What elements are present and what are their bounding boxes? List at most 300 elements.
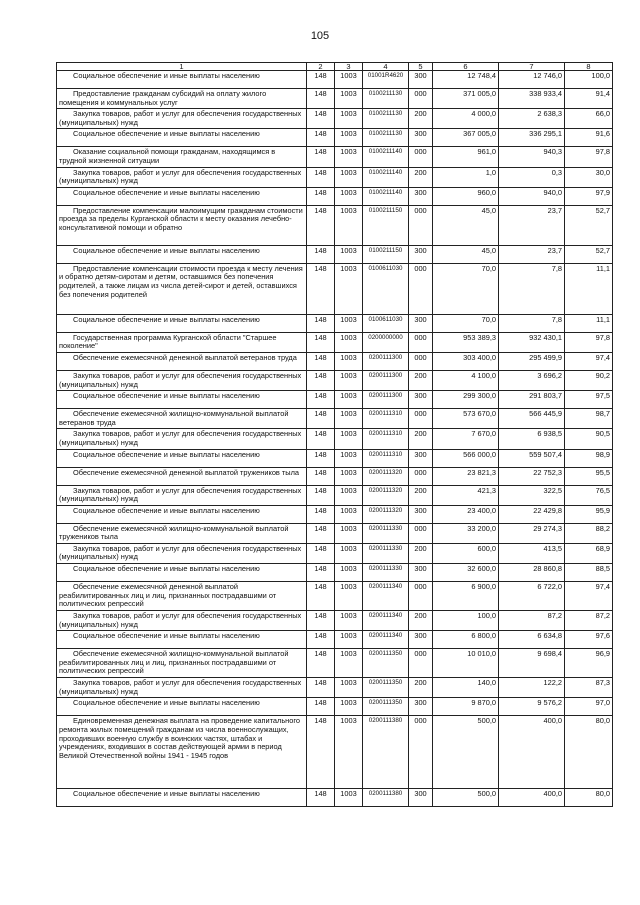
row-description-text: Закупка товаров, работ и услуг для обеспечения государственных (муниципальных) нужд xyxy=(59,167,302,186)
row-code-section: 1003 xyxy=(335,332,363,352)
row-actual-value: 28 860,8 xyxy=(499,564,565,582)
row-code-ministry: 148 xyxy=(307,678,335,698)
row-actual-value: 23,7 xyxy=(499,205,565,245)
row-code-target: 0200111350 xyxy=(363,698,409,716)
row-percent: 87,2 xyxy=(565,611,613,631)
row-description-text: Социальное обеспечение и иные выплаты населению xyxy=(73,314,260,324)
row-code-ministry: 148 xyxy=(307,649,335,678)
row-code-ministry: 148 xyxy=(307,263,335,314)
row-percent: 87,3 xyxy=(565,678,613,698)
row-actual-value: 12 746,0 xyxy=(499,71,565,89)
column-header: 2 xyxy=(307,63,335,71)
row-percent: 52,7 xyxy=(565,245,613,263)
row-code-type: 300 xyxy=(409,564,433,582)
row-code-target: 0200111350 xyxy=(363,649,409,678)
budget-table xyxy=(56,62,613,807)
row-plan-value: 421,3 xyxy=(433,485,499,505)
row-code-ministry: 148 xyxy=(307,109,335,129)
row-code-type: 000 xyxy=(409,89,433,109)
row-code-target: 0100611030 xyxy=(363,263,409,314)
row-code-section: 1003 xyxy=(335,391,363,409)
row-description-text: Социальное обеспечение и иные выплаты населению xyxy=(73,789,260,799)
row-description xyxy=(57,543,307,563)
row-code-type: 200 xyxy=(409,167,433,187)
row-code-type: 300 xyxy=(409,314,433,332)
row-actual-value: 932 430,1 xyxy=(499,332,565,352)
row-percent: 90,2 xyxy=(565,370,613,390)
row-description xyxy=(57,147,307,167)
row-code-target: 0200111310 xyxy=(363,429,409,449)
row-code-section: 1003 xyxy=(335,467,363,485)
row-percent: 97,6 xyxy=(565,631,613,649)
row-plan-value: 45,0 xyxy=(433,245,499,263)
row-code-section: 1003 xyxy=(335,352,363,370)
row-code-section: 1003 xyxy=(335,582,363,611)
row-code-type: 000 xyxy=(409,332,433,352)
column-header: 3 xyxy=(335,63,363,71)
row-code-section: 1003 xyxy=(335,109,363,129)
row-percent: 98,9 xyxy=(565,449,613,467)
row-code-ministry: 148 xyxy=(307,332,335,352)
row-description xyxy=(57,205,307,245)
row-code-target: 0100211130 xyxy=(363,89,409,109)
row-code-section: 1003 xyxy=(335,485,363,505)
row-description-text: Обеспечение ежемесячной жилищно-коммунальной выплатой ветеранов труда xyxy=(59,409,289,427)
row-description-text: Социальное обеспечение и иные выплаты населению xyxy=(73,449,260,459)
row-code-section: 1003 xyxy=(335,187,363,205)
table-row xyxy=(57,449,613,467)
row-code-type: 200 xyxy=(409,611,433,631)
row-actual-value: 940,0 xyxy=(499,187,565,205)
row-code-target: 0200111300 xyxy=(363,370,409,390)
row-percent: 11,1 xyxy=(565,263,613,314)
table-row xyxy=(57,187,613,205)
row-percent: 97,8 xyxy=(565,332,613,352)
row-code-target: 0100211140 xyxy=(363,147,409,167)
row-description-text: Обеспечение ежемесячной денежной выплатой тружеников тыла xyxy=(73,467,300,477)
row-percent: 95,5 xyxy=(565,467,613,485)
table-row xyxy=(57,611,613,631)
row-code-section: 1003 xyxy=(335,564,363,582)
row-code-ministry: 148 xyxy=(307,245,335,263)
row-description-text: Обеспечение ежемесячной жилищно-коммунальной выплатой тружеников тыла xyxy=(59,523,289,542)
row-description-text: Обеспечение ежемесячной денежной выплатой реабилитированных лиц и лиц, признанных пострадавшими от политических репрессий xyxy=(59,582,277,609)
row-percent: 30,0 xyxy=(565,167,613,187)
row-percent: 91,6 xyxy=(565,129,613,147)
row-percent: 91,4 xyxy=(565,89,613,109)
row-percent: 88,2 xyxy=(565,523,613,543)
row-code-type: 000 xyxy=(409,649,433,678)
row-actual-value: 295 499,9 xyxy=(499,352,565,370)
row-description-text: Оказание социальной помощи гражданам, находящимся в трудной жизненной ситуации xyxy=(59,147,276,165)
row-description-text: Закупка товаров, работ и услуг для обеспечения государственных (муниципальных) нужд xyxy=(59,611,302,629)
row-actual-value: 22 752,3 xyxy=(499,467,565,485)
row-actual-value: 6 634,8 xyxy=(499,631,565,649)
row-code-target: 0200111320 xyxy=(363,505,409,523)
row-plan-value: 33 200,0 xyxy=(433,523,499,543)
row-description xyxy=(57,611,307,631)
row-actual-value: 87,2 xyxy=(499,611,565,631)
row-description xyxy=(57,352,307,370)
row-description-text: Закупка товаров, работ и услуг для обеспечения государственных (муниципальных) нужд xyxy=(59,543,302,562)
row-actual-value: 3 696,2 xyxy=(499,370,565,390)
row-percent: 52,7 xyxy=(565,205,613,245)
row-code-target: 0100211140 xyxy=(363,167,409,187)
row-percent: 97,4 xyxy=(565,352,613,370)
row-percent: 90,5 xyxy=(565,429,613,449)
row-code-target: 0200111340 xyxy=(363,611,409,631)
row-description-text: Социальное обеспечение и иные выплаты населению xyxy=(73,391,260,401)
table-row xyxy=(57,543,613,563)
row-actual-value: 7,8 xyxy=(499,314,565,332)
row-description-text: Социальное обеспечение и иные выплаты населению xyxy=(73,71,260,80)
row-plan-value: 10 010,0 xyxy=(433,649,499,678)
row-code-section: 1003 xyxy=(335,429,363,449)
row-percent: 97,9 xyxy=(565,187,613,205)
row-description xyxy=(57,582,307,611)
row-code-section: 1003 xyxy=(335,631,363,649)
row-plan-value: 70,0 xyxy=(433,263,499,314)
table-row xyxy=(57,523,613,543)
row-plan-value: 1,0 xyxy=(433,167,499,187)
row-code-ministry: 148 xyxy=(307,485,335,505)
row-description-text: Предоставление гражданам субсидий на оплату жилого помещения и коммунальных услуг xyxy=(59,89,267,107)
row-code-type: 200 xyxy=(409,109,433,129)
row-code-section: 1003 xyxy=(335,314,363,332)
row-description xyxy=(57,263,307,314)
row-actual-value: 2 638,3 xyxy=(499,109,565,129)
row-percent: 97,8 xyxy=(565,147,613,167)
row-code-section: 1003 xyxy=(335,523,363,543)
row-code-section: 1003 xyxy=(335,205,363,245)
row-description xyxy=(57,523,307,543)
row-code-target: 0200111300 xyxy=(363,352,409,370)
row-code-type: 300 xyxy=(409,449,433,467)
row-code-ministry: 148 xyxy=(307,467,335,485)
row-code-type: 300 xyxy=(409,391,433,409)
row-code-ministry: 148 xyxy=(307,716,335,789)
row-code-type: 000 xyxy=(409,582,433,611)
row-code-target: 0200111310 xyxy=(363,409,409,429)
row-code-ministry: 148 xyxy=(307,449,335,467)
row-actual-value: 122,2 xyxy=(499,678,565,698)
row-actual-value: 7,8 xyxy=(499,263,565,314)
row-description xyxy=(57,391,307,409)
row-plan-value: 961,0 xyxy=(433,147,499,167)
table-row xyxy=(57,649,613,678)
row-code-section: 1003 xyxy=(335,678,363,698)
table-row xyxy=(57,564,613,582)
row-code-target: 0200111320 xyxy=(363,485,409,505)
row-code-type: 000 xyxy=(409,467,433,485)
row-plan-value: 6 800,0 xyxy=(433,631,499,649)
row-code-ministry: 148 xyxy=(307,543,335,563)
row-description xyxy=(57,505,307,523)
table-row xyxy=(57,332,613,352)
table-row xyxy=(57,370,613,390)
table-row xyxy=(57,263,613,314)
row-plan-value: 32 600,0 xyxy=(433,564,499,582)
row-description xyxy=(57,71,307,89)
row-actual-value: 6 722,0 xyxy=(499,582,565,611)
row-actual-value: 400,0 xyxy=(499,716,565,789)
row-code-ministry: 148 xyxy=(307,187,335,205)
row-code-target: 0200111380 xyxy=(363,789,409,807)
row-plan-value: 600,0 xyxy=(433,543,499,563)
row-plan-value: 23 400,0 xyxy=(433,505,499,523)
table-row xyxy=(57,631,613,649)
row-code-section: 1003 xyxy=(335,409,363,429)
row-plan-value: 566 000,0 xyxy=(433,449,499,467)
row-description-text: Социальное обеспечение и иные выплаты населению xyxy=(73,245,260,255)
row-plan-value: 500,0 xyxy=(433,789,499,807)
row-actual-value: 0,3 xyxy=(499,167,565,187)
row-description xyxy=(57,409,307,429)
table-row xyxy=(57,352,613,370)
row-percent: 80,0 xyxy=(565,716,613,789)
table-row xyxy=(57,314,613,332)
table-row xyxy=(57,698,613,716)
row-code-section: 1003 xyxy=(335,129,363,147)
row-description xyxy=(57,698,307,716)
row-code-ministry: 148 xyxy=(307,391,335,409)
row-description xyxy=(57,245,307,263)
row-code-target: 0100211150 xyxy=(363,205,409,245)
row-description xyxy=(57,314,307,332)
table-row xyxy=(57,129,613,147)
row-percent: 11,1 xyxy=(565,314,613,332)
row-actual-value: 291 803,7 xyxy=(499,391,565,409)
row-actual-value: 6 938,5 xyxy=(499,429,565,449)
row-plan-value: 299 300,0 xyxy=(433,391,499,409)
row-code-ministry: 148 xyxy=(307,314,335,332)
row-percent: 88,5 xyxy=(565,564,613,582)
row-description xyxy=(57,631,307,649)
table-row xyxy=(57,582,613,611)
row-actual-value: 338 933,4 xyxy=(499,89,565,109)
row-code-type: 300 xyxy=(409,789,433,807)
table-row xyxy=(57,485,613,505)
table-row xyxy=(57,147,613,167)
row-actual-value: 29 274,3 xyxy=(499,523,565,543)
row-code-ministry: 148 xyxy=(307,147,335,167)
row-code-section: 1003 xyxy=(335,505,363,523)
row-plan-value: 100,0 xyxy=(433,611,499,631)
row-plan-value: 303 400,0 xyxy=(433,352,499,370)
row-plan-value: 960,0 xyxy=(433,187,499,205)
row-code-ministry: 148 xyxy=(307,409,335,429)
row-code-target: 0100211130 xyxy=(363,129,409,147)
row-code-target: 01001R4620 xyxy=(363,71,409,89)
column-header: 1 xyxy=(57,63,307,71)
row-code-type: 000 xyxy=(409,716,433,789)
column-header: 4 xyxy=(363,63,409,71)
row-description-text: Социальное обеспечение и иные выплаты населению xyxy=(73,505,260,515)
row-plan-value: 371 005,0 xyxy=(433,89,499,109)
table-row xyxy=(57,89,613,109)
row-description-text: Закупка товаров, работ и услуг для обеспечения государственных (муниципальных) нужд xyxy=(59,370,302,389)
row-description xyxy=(57,187,307,205)
row-code-type: 300 xyxy=(409,631,433,649)
table-row xyxy=(57,245,613,263)
row-actual-value: 413,5 xyxy=(499,543,565,563)
row-code-ministry: 148 xyxy=(307,352,335,370)
row-description-text: Закупка товаров, работ и услуг для обеспечения государственных (муниципальных) нужд xyxy=(59,485,302,504)
row-code-target: 0200111340 xyxy=(363,582,409,611)
row-plan-value: 953 389,3 xyxy=(433,332,499,352)
table-row xyxy=(57,167,613,187)
row-actual-value: 322,5 xyxy=(499,485,565,505)
row-description-text: Социальное обеспечение и иные выплаты населению xyxy=(73,698,260,708)
row-description xyxy=(57,789,307,807)
row-description xyxy=(57,429,307,449)
row-code-target: 0200111350 xyxy=(363,678,409,698)
row-code-target: 0200111330 xyxy=(363,543,409,563)
row-plan-value: 45,0 xyxy=(433,205,499,245)
row-description xyxy=(57,678,307,698)
row-code-type: 200 xyxy=(409,429,433,449)
table-header-row xyxy=(57,63,613,71)
row-plan-value: 7 670,0 xyxy=(433,429,499,449)
row-code-type: 300 xyxy=(409,187,433,205)
row-code-type: 300 xyxy=(409,129,433,147)
row-actual-value: 23,7 xyxy=(499,245,565,263)
row-code-ministry: 148 xyxy=(307,71,335,89)
row-code-ministry: 148 xyxy=(307,89,335,109)
row-code-type: 000 xyxy=(409,147,433,167)
row-plan-value: 6 900,0 xyxy=(433,582,499,611)
table-row xyxy=(57,678,613,698)
row-code-section: 1003 xyxy=(335,716,363,789)
row-description-text: Социальное обеспечение и иные выплаты населению xyxy=(73,564,260,574)
row-code-type: 000 xyxy=(409,352,433,370)
row-code-target: 0200111300 xyxy=(363,391,409,409)
row-description-text: Предоставление компенсации стоимости проезда к месту лечения и обратно детям-сиротам и детям, оставшимся без попечения родителей, а также лицам из числа детей-сирот и детей, оставшихся без попечения родителей xyxy=(59,263,303,299)
row-code-ministry: 148 xyxy=(307,205,335,245)
row-code-target: 0100611030 xyxy=(363,314,409,332)
row-code-target: 0200111310 xyxy=(363,449,409,467)
row-description-text: Единовременная денежная выплата на проведение капитального ремонта жилых помещений гражданам из числа военнослужащих, проходивших военную службу в воинских частях, штабах и учреждениях, входивших в состав действующей армии в период Великой Отечественной войны 1941 - 1945 годов xyxy=(59,716,301,760)
row-actual-value: 559 507,4 xyxy=(499,449,565,467)
row-description-text: Социальное обеспечение и иные выплаты населению xyxy=(73,187,260,197)
row-plan-value: 4 100,0 xyxy=(433,370,499,390)
row-description xyxy=(57,89,307,109)
row-actual-value: 566 445,9 xyxy=(499,409,565,429)
row-code-section: 1003 xyxy=(335,263,363,314)
table-row xyxy=(57,429,613,449)
row-plan-value: 367 005,0 xyxy=(433,129,499,147)
row-code-ministry: 148 xyxy=(307,698,335,716)
column-header: 6 xyxy=(433,63,499,71)
row-percent: 97,4 xyxy=(565,582,613,611)
row-description xyxy=(57,449,307,467)
row-description xyxy=(57,467,307,485)
row-code-target: 0200111340 xyxy=(363,631,409,649)
row-description-text: Обеспечение ежемесячной жилищно-коммунальной выплатой реабилитированных лиц и лиц, признанных пострадавшими от политических репрессий xyxy=(59,649,289,676)
row-code-section: 1003 xyxy=(335,167,363,187)
row-plan-value: 70,0 xyxy=(433,314,499,332)
row-code-section: 1003 xyxy=(335,543,363,563)
row-description xyxy=(57,485,307,505)
row-code-ministry: 148 xyxy=(307,523,335,543)
row-code-ministry: 148 xyxy=(307,564,335,582)
row-description xyxy=(57,649,307,678)
row-percent: 96,9 xyxy=(565,649,613,678)
column-header: 8 xyxy=(565,63,613,71)
row-code-ministry: 148 xyxy=(307,611,335,631)
table-row xyxy=(57,716,613,789)
row-plan-value: 140,0 xyxy=(433,678,499,698)
row-plan-value: 9 870,0 xyxy=(433,698,499,716)
row-description-text: Государственная программа Курганской области "Старшее поколение" xyxy=(59,332,277,351)
row-code-target: 0100211130 xyxy=(363,109,409,129)
table-row xyxy=(57,71,613,89)
row-code-ministry: 148 xyxy=(307,167,335,187)
row-code-ministry: 148 xyxy=(307,370,335,390)
row-code-ministry: 148 xyxy=(307,582,335,611)
row-code-type: 200 xyxy=(409,485,433,505)
row-description-text: Закупка товаров, работ и услуг для обеспечения государственных (муниципальных) нужд xyxy=(59,109,302,127)
row-description xyxy=(57,370,307,390)
row-code-section: 1003 xyxy=(335,649,363,678)
row-code-target: 0200111330 xyxy=(363,564,409,582)
table-row xyxy=(57,391,613,409)
table-row xyxy=(57,205,613,245)
row-description xyxy=(57,109,307,129)
row-percent: 97,0 xyxy=(565,698,613,716)
row-code-section: 1003 xyxy=(335,245,363,263)
row-actual-value: 400,0 xyxy=(499,789,565,807)
row-code-type: 300 xyxy=(409,698,433,716)
row-actual-value: 22 429,8 xyxy=(499,505,565,523)
row-code-type: 000 xyxy=(409,523,433,543)
row-code-type: 200 xyxy=(409,678,433,698)
row-plan-value: 500,0 xyxy=(433,716,499,789)
row-code-type: 300 xyxy=(409,245,433,263)
row-code-type: 300 xyxy=(409,71,433,89)
row-code-target: 0200111320 xyxy=(363,467,409,485)
row-code-section: 1003 xyxy=(335,449,363,467)
row-code-ministry: 148 xyxy=(307,129,335,147)
row-plan-value: 573 670,0 xyxy=(433,409,499,429)
row-description xyxy=(57,129,307,147)
row-code-ministry: 148 xyxy=(307,631,335,649)
row-plan-value: 4 000,0 xyxy=(433,109,499,129)
row-percent: 100,0 xyxy=(565,71,613,89)
row-description-text: Закупка товаров, работ и услуг для обеспечения государственных (муниципальных) нужд xyxy=(59,678,302,696)
row-code-type: 200 xyxy=(409,543,433,563)
row-code-target: 0100211150 xyxy=(363,245,409,263)
row-percent: 76,5 xyxy=(565,485,613,505)
row-description-text: Социальное обеспечение и иные выплаты населению xyxy=(73,631,260,641)
row-percent: 66,0 xyxy=(565,109,613,129)
row-description-text: Предоставление компенсации малоимущим гражданам стоимости проезда за пределы Курганской области к месту оказания лечебно-консультативной помощи и обратно xyxy=(59,205,303,232)
table-row xyxy=(57,467,613,485)
row-percent: 68,9 xyxy=(565,543,613,563)
table-body xyxy=(57,71,613,807)
row-code-target: 0200000000 xyxy=(363,332,409,352)
table-row xyxy=(57,109,613,129)
row-code-ministry: 148 xyxy=(307,429,335,449)
row-actual-value: 336 295,1 xyxy=(499,129,565,147)
row-code-type: 000 xyxy=(409,205,433,245)
row-code-ministry: 148 xyxy=(307,789,335,807)
row-description xyxy=(57,564,307,582)
row-plan-value: 23 821,3 xyxy=(433,467,499,485)
row-code-section: 1003 xyxy=(335,789,363,807)
row-code-section: 1003 xyxy=(335,89,363,109)
row-percent: 80,0 xyxy=(565,789,613,807)
